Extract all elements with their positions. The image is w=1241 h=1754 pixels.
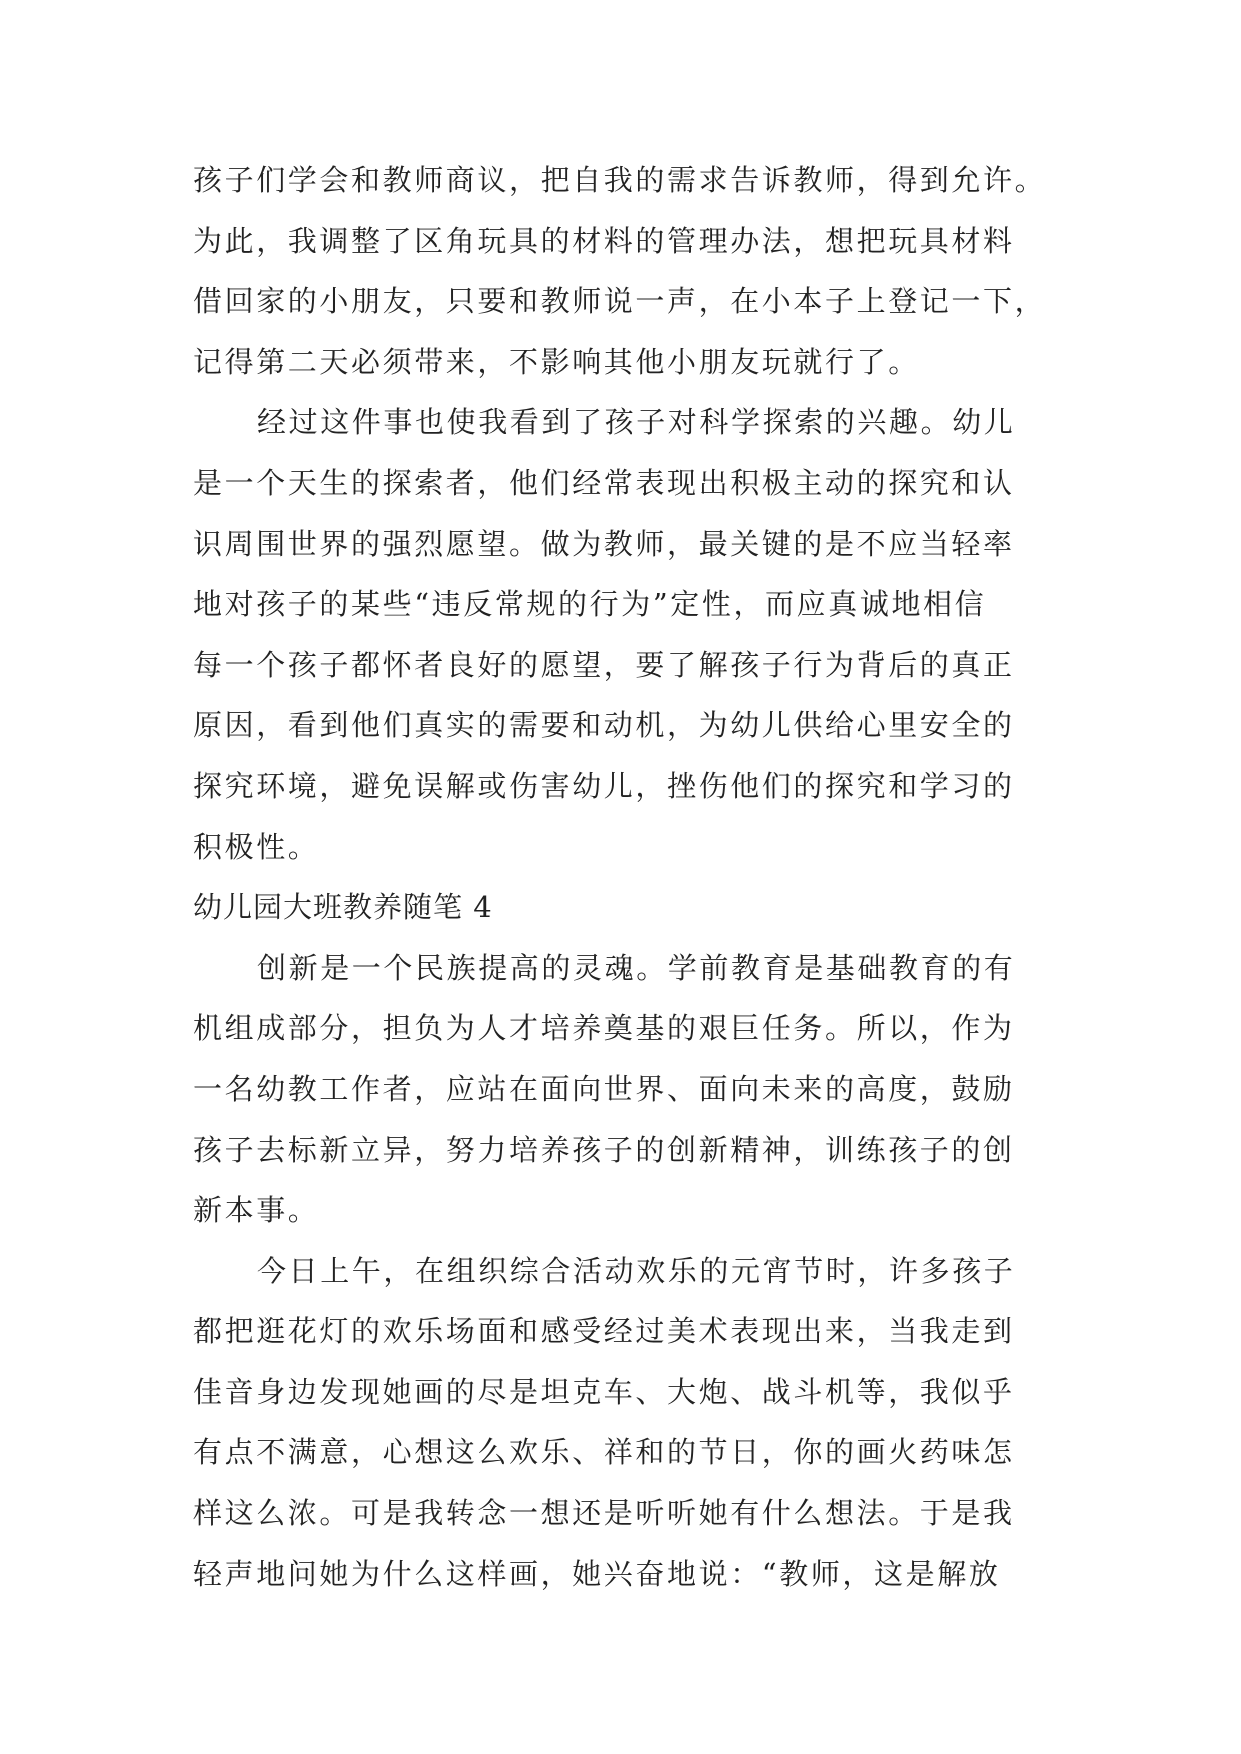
text-line: 探究环境，避免误解或伤害幼儿，挫伤他们的探究和学习的 xyxy=(193,768,1015,803)
text-line: 有点不满意，心想这么欢乐、祥和的节日，你的画火药味怎 xyxy=(193,1435,1015,1470)
section-heading: 幼儿园大班教养随笔 4 xyxy=(193,890,493,925)
document-body xyxy=(193,160,1053,1614)
text-line: 原因，看到他们真实的需要和动机，为幼儿供给心里安全的 xyxy=(193,708,1015,743)
text-line: 机组成部分，担负为人才培养奠基的艰巨任务。所以，作为 xyxy=(193,1011,1015,1046)
text-line: 记得第二天必须带来，不影响其他小朋友玩就行了。 xyxy=(193,344,920,379)
text-line: 每一个孩子都怀者良好的愿望，要了解孩子行为背后的真正 xyxy=(193,647,1015,682)
text-line: 积极性。 xyxy=(193,829,320,864)
paragraph-start-line: 经过这件事也使我看到了孩子对科学探索的兴趣。幼儿 xyxy=(257,405,1016,440)
text-line: 一名幼教工作者，应站在面向世界、面向未来的高度，鼓励 xyxy=(193,1071,1015,1106)
text-line: 孩子们学会和教师商议，把自我的需求告诉教师，得到允许。 xyxy=(193,163,1047,197)
text-line: 新本事。 xyxy=(193,1193,320,1228)
text-line: 轻声地问她为什么这样画，她兴奋地说：“教师，这是解放 xyxy=(193,1556,1001,1591)
text-line: 借回家的小朋友，只要和教师说一声，在小本子上登记一下， xyxy=(193,284,1047,319)
text-line: 是一个天生的探索者，他们经常表现出积极主动的探究和认 xyxy=(193,465,1015,500)
text-line: 孩子去标新立异，努力培养孩子的创新精神，训练孩子的创 xyxy=(193,1132,1015,1167)
text-line: 为此，我调整了区角玩具的材料的管理办法，想把玩具材料 xyxy=(193,223,1015,258)
paragraph-start-line: 今日上午，在组织综合活动欢乐的元宵节时，许多孩子 xyxy=(257,1253,1016,1288)
paragraph-start-line: 创新是一个民族提高的灵魂。学前教育是基础教育的有 xyxy=(257,950,1016,985)
text-line: 地对孩子的某些“违反常规的行为”定性，而应真诚地相信 xyxy=(193,587,987,622)
text-line: 识周围世界的强烈愿望。做为教师，最关键的是不应当轻率 xyxy=(193,526,1015,561)
text-line: 都把逛花灯的欢乐场面和感受经过美术表现出来，当我走到 xyxy=(193,1314,1015,1349)
text-line: 样这么浓。可是我转念一想还是听听她有什么想法。于是我 xyxy=(193,1496,1015,1531)
text-line: 佳音身边发现她画的尽是坦克车、大炮、战斗机等，我似乎 xyxy=(193,1374,1015,1409)
